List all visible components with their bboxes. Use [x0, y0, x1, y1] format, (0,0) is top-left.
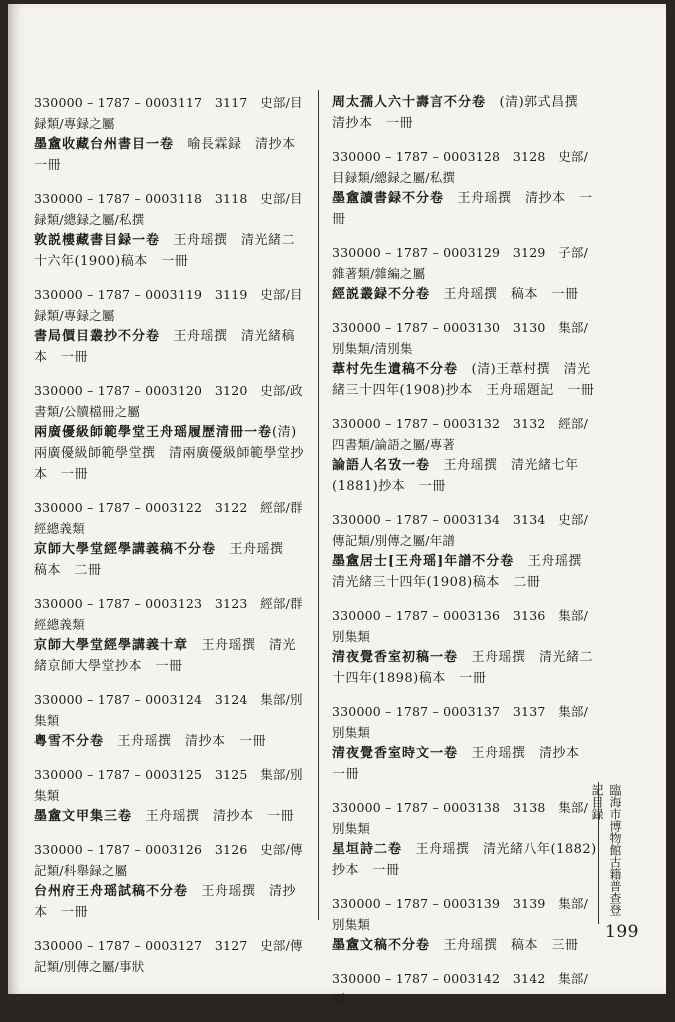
entry-details: 王舟瑶撰 清光緒二十四年(1898)稿本 一冊: [332, 650, 594, 686]
entry-title: 墨盦文甲集三卷: [34, 809, 133, 824]
entry-classification: 330000 – 1787 – 0003117 3117 史部/目録類/專録之屬: [34, 95, 303, 131]
entry-classification: 330000 – 1787 – 0003125 3125 集部/別集類: [34, 767, 303, 803]
catalog-entry: [332, 317, 598, 401]
catalog-entry: [34, 764, 306, 827]
catalog-entry: [34, 188, 306, 272]
entry-record: [332, 359, 598, 401]
entry-classification: 330000 – 1787 – 0003118 3118 史部/目録類/總録之屬/私撰: [34, 191, 303, 227]
entry-details: 王舟瑶撰 清光緒三十四年(1908)稿本 二冊: [332, 554, 596, 590]
catalog-entry: [34, 839, 306, 923]
entry-title: 清夜覺香室初稿一卷: [332, 650, 459, 665]
entry-details: (清)王葦村撰 清光緒三十四年(1908)抄本 王舟瑶題記 一冊: [332, 362, 595, 398]
entry-details: (清)兩廣優級師範學堂撰 清兩廣優級師範學堂抄本 一冊: [34, 425, 305, 482]
catalog-entry: [332, 146, 598, 230]
entry-record: [332, 935, 598, 956]
entry-record: [332, 551, 598, 593]
entry-record: [332, 743, 598, 785]
entry-record: [34, 881, 306, 923]
right-column: [332, 92, 598, 1022]
entry-title: 周太孺人六十壽言不分卷: [332, 95, 487, 110]
entry-record: [332, 284, 598, 305]
catalog-entry: [332, 413, 598, 497]
entry-classification: 330000 – 1787 – 0003134 3134 史部/傳記類/別傳之屬/年譜: [332, 512, 589, 548]
document-page: [8, 4, 666, 1007]
page-number: 199: [605, 922, 639, 942]
catalog-entry: [34, 92, 310, 176]
entry-title: 京師大學堂經學講義稿不分卷: [34, 542, 217, 557]
entry-record: [332, 188, 598, 230]
catalog-entry: [34, 497, 306, 581]
entry-classification: 330000 – 1787 – 0003137 3137 集部/別集類: [332, 704, 589, 740]
entry-title: 書局價目叢抄不分卷: [34, 329, 161, 344]
entry-details: 王舟瑶撰 清光緒京師大學堂抄本 一冊: [34, 638, 297, 674]
entry-details: 王舟瑶撰 清抄本 一冊: [332, 191, 593, 227]
entry-classification: 330000 – 1787 – 0003136 3136 集部/別集類: [332, 608, 589, 644]
catalog-entry: [332, 242, 598, 305]
entry-title: 粵雪不分卷: [34, 734, 105, 749]
catalog-entry: [332, 509, 598, 593]
entry-record: [332, 92, 598, 134]
catalog-entry: [34, 593, 306, 677]
entry-details: 王舟瑶撰 稿本 二冊: [34, 542, 298, 578]
entry-title: 星垣詩二卷: [332, 842, 403, 857]
entry-record: [34, 806, 306, 827]
entry-record: [332, 455, 598, 497]
column-divider: [318, 90, 319, 920]
entry-classification: 330000 – 1787 – 0003130 3130 集部/別集類/清別集: [332, 320, 589, 356]
entry-title: 葦村先生遺稿不分卷: [332, 362, 459, 377]
left-column: [34, 92, 310, 989]
catalog-entry: [332, 701, 598, 785]
entry-classification: 330000 – 1787 – 0003132 3132 經部/四書類/論語之屬/專著: [332, 416, 589, 452]
entry-classification: 330000 – 1787 – 0003138 3138 集部/別集類: [332, 800, 589, 836]
entry-record: [34, 635, 306, 677]
entry-title: 台州府王舟瑶試稿不分卷: [34, 884, 189, 899]
entry-details: 王舟瑶撰 清光緒七年(1881)抄本 一冊: [332, 458, 579, 494]
entry-title: 墨盦居士[王舟瑶]年譜不分卷: [332, 554, 515, 569]
catalog-entry: [34, 380, 306, 485]
catalog-entry: [34, 935, 306, 977]
entry-details: 王舟瑶撰 清抄本 一冊: [104, 734, 267, 749]
entry-classification: 330000 – 1787 – 0003122 3122 經部/群經總義類: [34, 500, 303, 536]
entry-title: 墨盦收藏台州書目一卷: [34, 137, 175, 152]
entry-details: 王舟瑶撰 清抄本 一冊: [132, 809, 295, 824]
entry-title: 兩廣優級師範學堂王舟瑶履歷清冊一卷: [34, 425, 273, 440]
entry-details: 王舟瑶撰 清抄本 一冊: [332, 746, 594, 782]
catalog-entry: [332, 893, 598, 956]
entry-details: 王舟瑶撰 清光緒稿本 一冊: [34, 329, 296, 365]
entry-classification: 330000 – 1787 – 0003126 3126 史部/傳記類/科舉録之屬: [34, 842, 303, 878]
entry-record: [34, 230, 306, 272]
entry-record: [332, 839, 598, 881]
catalog-entry: [332, 92, 598, 134]
entry-details: 喻長霖録 清抄本 一冊: [34, 137, 310, 173]
entry-details: 王舟瑶撰 清抄本 一冊: [34, 884, 297, 920]
entry-record: [34, 539, 306, 581]
entry-classification: 330000 – 1787 – 0003124 3124 集部/別集類: [34, 692, 303, 728]
catalog-entry: [34, 284, 306, 368]
entry-details: 王舟瑶撰 稿本 一冊: [430, 287, 579, 302]
catalog-entry: [332, 968, 598, 1010]
entry-details: 王舟瑶撰 清光緒八年(1882)抄本 一冊: [332, 842, 597, 878]
entry-classification: 330000 – 1787 – 0003127 3127 史部/傳記類/別傳之屬/事狀: [34, 938, 303, 974]
entry-record: [34, 422, 306, 485]
entry-title: 清夜覺香室時文一卷: [332, 746, 459, 761]
catalog-entry: [34, 689, 306, 752]
entry-classification: 330000 – 1787 – 0003129 3129 子部/雜著類/雜編之屬: [332, 245, 589, 281]
entry-record: [34, 326, 306, 368]
entry-classification: 330000 – 1787 – 0003128 3128 史部/目録類/總録之屬/私撰: [332, 149, 589, 185]
entry-classification: 330000 – 1787 – 0003123 3123 經部/群經總義類: [34, 596, 303, 632]
entry-title: 京師大學堂經學講義十章: [34, 638, 189, 653]
entry-record: [34, 731, 306, 752]
entry-classification: 330000 – 1787 – 0003120 3120 史部/政書類/公牘檔冊之屬: [34, 383, 303, 419]
entry-classification: 330000 – 1787 – 0003142 3142 集部/別: [332, 971, 589, 1007]
entry-classification: 330000 – 1787 – 0003139 3139 集部/別集類: [332, 896, 589, 932]
entry-details: 王舟瑶撰 清光緒二十六年(1900)稿本 一冊: [34, 233, 296, 269]
catalog-entry: [332, 797, 598, 881]
entry-title: 論語人名攷一卷: [332, 458, 431, 473]
entry-record: [34, 134, 310, 176]
catalog-entry: [332, 605, 598, 689]
entry-record: [332, 647, 598, 689]
entry-details: (清)郭式昌撰 清抄本 一冊: [332, 95, 592, 131]
entry-title: 墨盦文稿不分卷: [332, 938, 431, 953]
entry-details: 王舟瑶撰 稿本 三冊: [430, 938, 579, 953]
entry-classification: 330000 – 1787 – 0003119 3119 史部/目録類/專録之屬: [34, 287, 303, 323]
entry-title: 墨盦讀書録不分卷: [332, 191, 445, 206]
entry-title: 經説叢録不分卷: [332, 287, 431, 302]
entry-title: 敦説樓藏書目録一卷: [34, 233, 161, 248]
side-running-title: 臨海市博物館古籍普查登記目録: [598, 782, 624, 924]
